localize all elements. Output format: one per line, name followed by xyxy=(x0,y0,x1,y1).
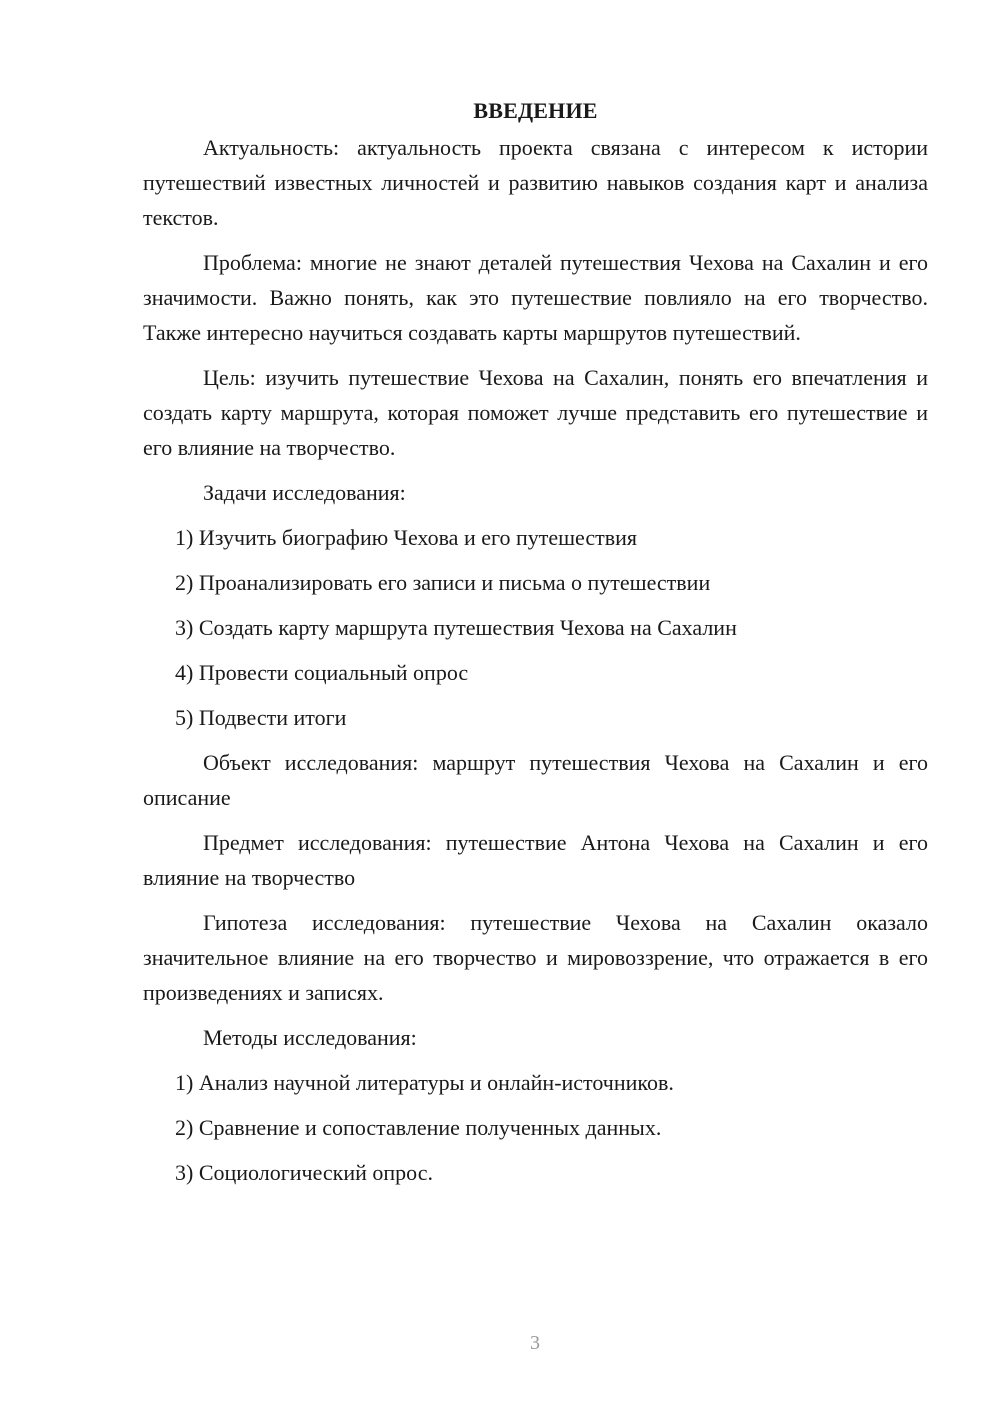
relevance-paragraph: Актуальность: актуальность проекта связана с интересом к истории путешествий известных личностей и развитию навыков создания карт и анализа текстов. xyxy=(143,135,928,230)
list-item: 4) Провести социальный опрос xyxy=(175,660,469,685)
page-number: 3 xyxy=(530,1332,540,1354)
list-item: 1) Изучить биографию Чехова и его путешествия xyxy=(175,525,638,550)
document-page xyxy=(143,93,928,1200)
problem-paragraph: Проблема: многие не знают деталей путешествия Чехова на Сахалин и его значимости. Важно понять, как это путешествие повлияло на его творчество. Также интересно научиться создавать карты маршрутов путешествий. xyxy=(143,250,928,345)
section-heading: ВВЕДЕНИЕ xyxy=(473,98,598,123)
list-item: 3) Социологический опрос. xyxy=(175,1160,433,1185)
object-paragraph: Объект исследования: маршрут путешествия Чехова на Сахалин и его описание xyxy=(143,750,928,810)
list-item: 2) Сравнение и сопоставление полученных данных. xyxy=(175,1115,662,1140)
methods-list xyxy=(143,1065,928,1190)
list-item: 1) Анализ научной литературы и онлайн-источников. xyxy=(175,1070,674,1095)
tasks-title: Задачи исследования: xyxy=(203,480,406,505)
list-item: 5) Подвести итоги xyxy=(175,705,347,730)
tasks-list xyxy=(143,520,928,735)
methods-title: Методы исследования: xyxy=(203,1025,417,1050)
subject-paragraph: Предмет исследования: путешествие Антона Чехова на Сахалин и его влияние на творчество xyxy=(143,830,928,890)
hypothesis-paragraph: Гипотеза исследования: путешествие Чехова на Сахалин оказало значительное влияние на его творчество и мировоззрение, что отражается в его произведениях и записях. xyxy=(143,910,928,1005)
list-item: 3) Создать карту маршрута путешествия Чехова на Сахалин xyxy=(175,615,737,640)
goal-paragraph: Цель: изучить путешествие Чехова на Сахалин, понять его впечатления и создать карту маршрута, которая поможет лучше представить его путешествие и его влияние на творчество. xyxy=(143,365,928,460)
list-item: 2) Проанализировать его записи и письма о путешествии xyxy=(175,570,711,595)
